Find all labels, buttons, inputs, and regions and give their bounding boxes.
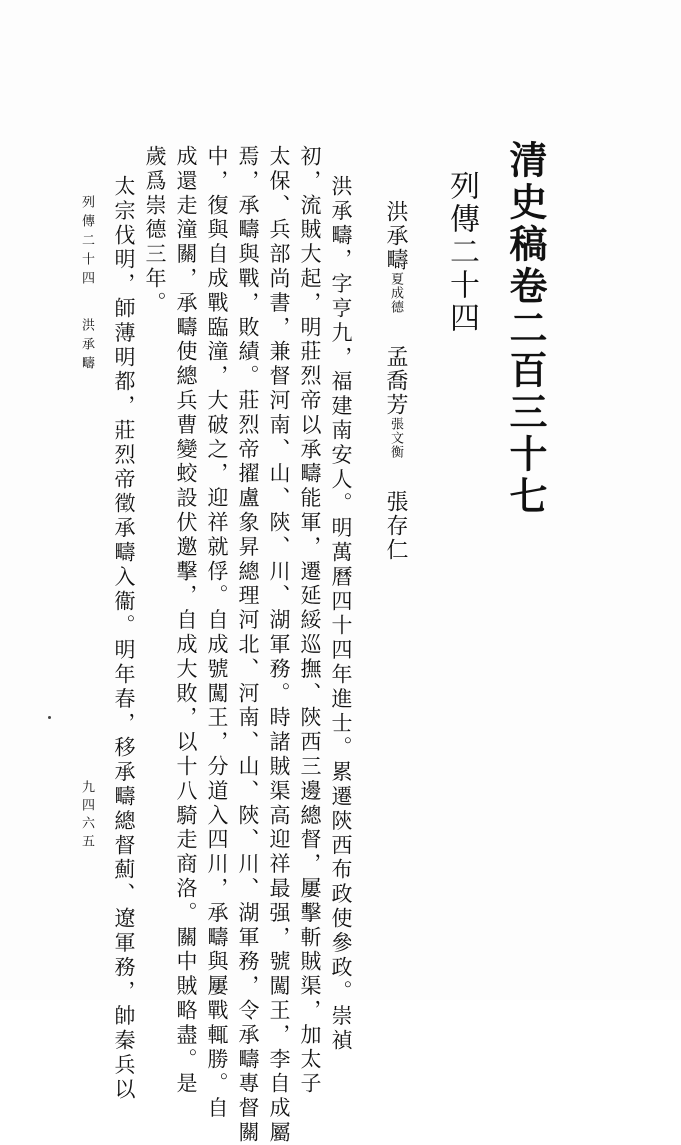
print-speck xyxy=(48,716,51,719)
chapter-title: 清史稿卷二百三十七 xyxy=(503,140,548,518)
biography-name-main: 孟喬芳 xyxy=(383,345,408,417)
biography-name-3 xyxy=(384,490,406,562)
body-column-2: 初，流賊大起，明莊烈帝以承疇能軍，遷延綏巡撫、陝西三邊總督，屢擊斬賊渠，加太子 xyxy=(298,145,322,1097)
biography-name-appended: 張文衡 xyxy=(388,417,403,459)
running-head-book: 列傳二十四 xyxy=(79,195,94,290)
running-head-name: 洪承疇 xyxy=(79,318,94,375)
section-heading: 列傳二十四 xyxy=(444,170,479,335)
body-column-6: 成還走潼關，承疇使總兵曹變蛟設伏邀擊，自成大敗，以十八騎走商洛。關中賊略盡。是 xyxy=(174,145,198,1097)
running-head xyxy=(80,195,93,375)
body-column-8: 太宗伐明，師薄明都，莊烈帝徵承疇入衞。明年春，移承疇總督薊、遼軍務，帥秦兵以 xyxy=(112,175,136,1103)
biography-name-2 xyxy=(384,345,406,459)
biography-name-appended: 夏成德 xyxy=(388,272,403,314)
body-column-1: 洪承疇，字亨九，福建南安人。明萬曆四十四年進士。累遷陝西布政使參政。崇禎 xyxy=(329,175,353,1054)
body-column-5: 中，復與自成戰臨潼，大破之，迎祥就俘。自成號闖王，分道入四川，承疇與屢戰輒勝。自 xyxy=(205,145,229,1121)
body-column-4: 焉，承疇與戰，敗績。莊烈帝擢盧象昇總理河北、河南、山、陝、川、湖軍務，令承疇專督關 xyxy=(236,145,260,1145)
biography-name-1 xyxy=(384,200,406,314)
biography-name-main: 張存仁 xyxy=(383,490,408,562)
page-number: 九四六五 xyxy=(79,780,94,852)
body-column-3: 太保、兵部尚書，兼督河南、山、陝、川、湖軍務。時諸賊渠高迎祥最强，號闖王，李自成屬 xyxy=(267,145,291,1145)
body-column-7: 歲爲崇德三年。 xyxy=(143,145,167,316)
biography-name-main: 洪承疇 xyxy=(383,200,408,272)
